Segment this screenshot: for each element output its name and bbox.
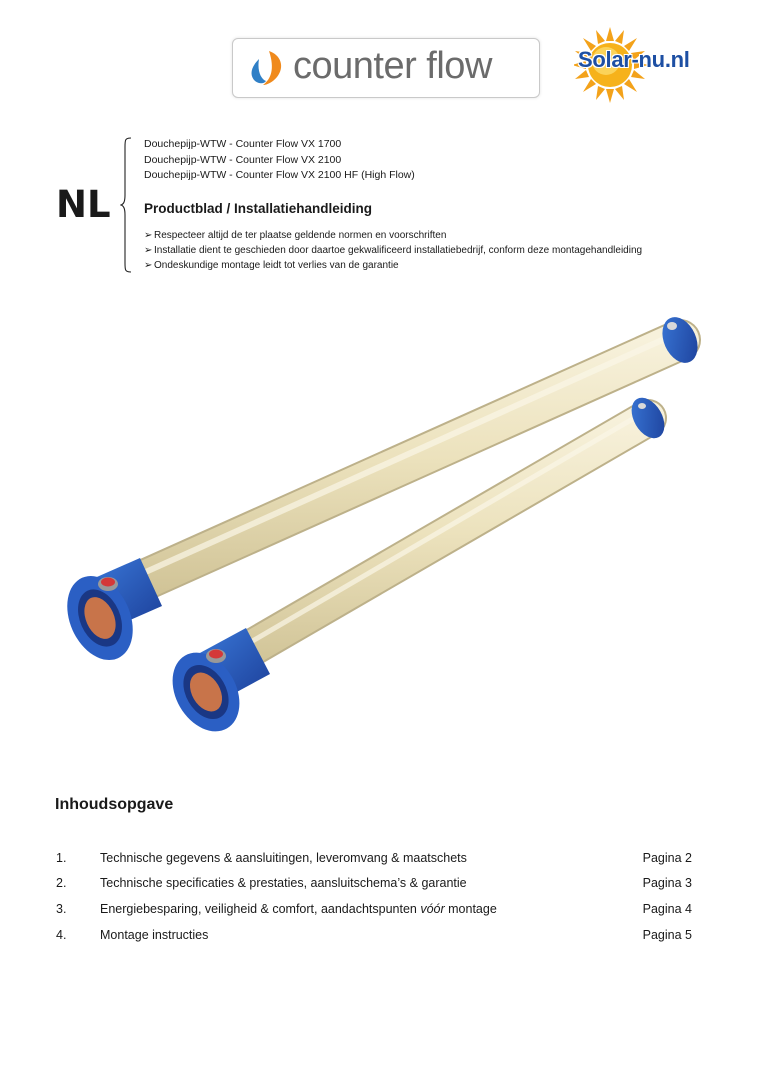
arrow-bullet-icon: ➢ [144,245,153,256]
arrow-bullet-icon: ➢ [144,230,153,241]
toc-item: 1. Technische gegevens & aansluitingen, leveromvang & maatschets Pagina 2 [56,851,692,865]
partner-name: Solar-nu.nl [578,47,690,72]
language-code: NL [56,183,111,226]
flame-drop-icon [247,49,285,87]
product-line-1: Douchepijp-WTW - Counter Flow VX 1700 [144,138,342,150]
notice-item: ➢ Respecteer altijd de ter plaatse geldende normen en voorschriften [144,230,447,241]
arrow-bullet-icon: ➢ [144,260,153,271]
notice-item: ➢ Installatie dient te geschieden door daartoe gekwalificeerd installatiebedrijf, conform deze montagehandleiding [144,245,643,256]
counter-flow-logo [232,38,540,98]
brand-name: counter flow [293,45,492,87]
toc-title: Inhoudsopgave [55,796,174,813]
notice-item: ➢ Ondeskundige montage leidt tot verlies van de garantie [144,260,399,271]
product-line-2: Douchepijp-WTW - Counter Flow VX 2100 [144,154,342,166]
product-photo [40,300,720,770]
product-line-3: Douchepijp-WTW - Counter Flow VX 2100 HF (High Flow) [144,169,415,181]
toc-item: 2. Technische specificaties & prestaties, aansluitschema’s & garantie Pagina 3 [56,876,692,890]
document-title: Productblad / Installatiehandleiding [144,201,373,216]
toc-item: 4. Montage instructies Pagina 5 [56,928,692,942]
brace-divider [120,137,132,273]
toc-item: 3. Energiebesparing, veiligheid & comfort, aandachtspunten vóór montage Pagina 4 [56,902,692,916]
pipe-long [55,312,705,671]
